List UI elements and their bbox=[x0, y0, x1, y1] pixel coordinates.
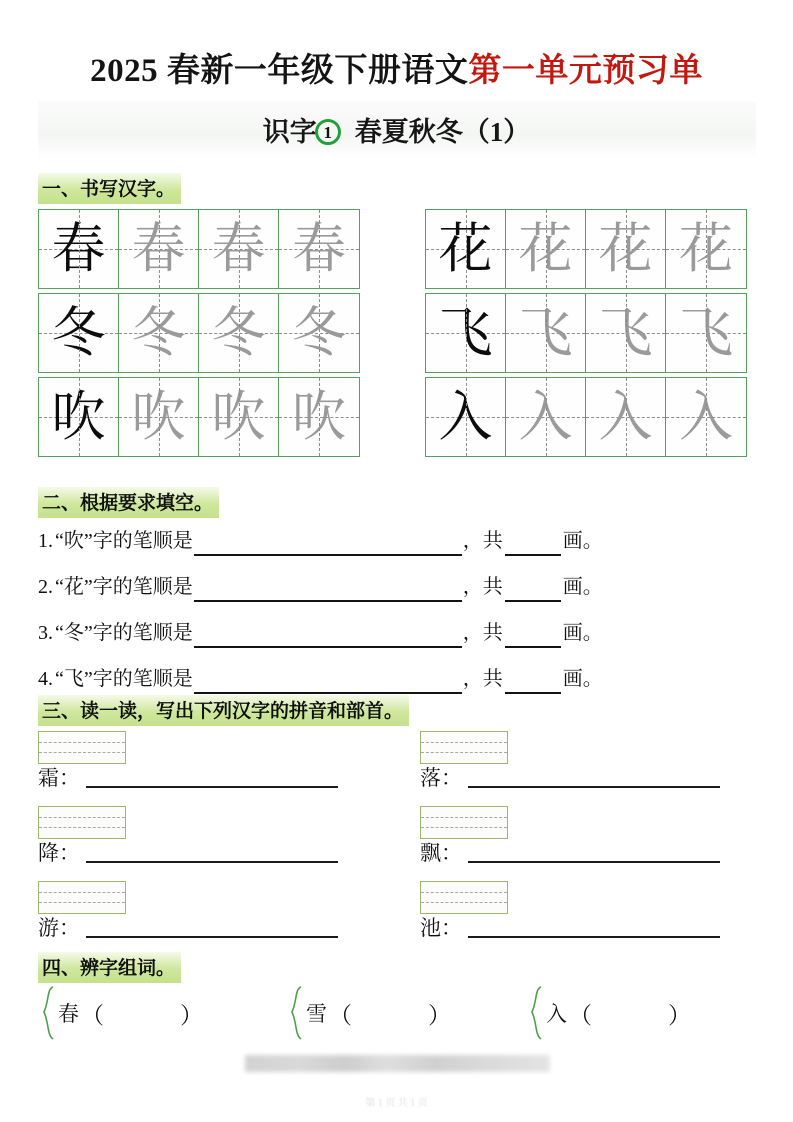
writing-cell[interactable] bbox=[426, 378, 506, 456]
fill-blank-index: 2. bbox=[38, 576, 53, 598]
writing-cell[interactable] bbox=[119, 378, 199, 456]
writing-cell[interactable] bbox=[279, 210, 359, 288]
word-building-char: 入 bbox=[546, 1002, 567, 1026]
writing-grid-row bbox=[425, 209, 747, 289]
writing-cell-char: 飞 bbox=[438, 301, 493, 364]
writing-cell[interactable] bbox=[426, 210, 506, 288]
writing-grid-row bbox=[425, 377, 747, 457]
curly-brace-icon bbox=[528, 985, 544, 1041]
pinyin-box[interactable] bbox=[38, 731, 126, 764]
word-building-open-paren: （ bbox=[329, 1002, 352, 1028]
writing-cell-char: 飞 bbox=[598, 301, 653, 364]
word-building-close-paren: ） bbox=[428, 1002, 451, 1028]
writing-cell-char: 冬 bbox=[51, 301, 106, 364]
page-title-black: 2025 春新一年级下册语文 bbox=[90, 53, 469, 89]
radical-input[interactable] bbox=[468, 936, 720, 938]
writing-cell[interactable] bbox=[39, 294, 119, 372]
writing-cell-char: 春 bbox=[211, 217, 266, 280]
writing-cell-char: 飞 bbox=[518, 301, 573, 364]
fill-blank-index: 1. bbox=[38, 530, 53, 552]
word-building-close-paren: ） bbox=[180, 1002, 203, 1028]
writing-grid-row bbox=[38, 377, 360, 457]
writing-cell-char: 冬 bbox=[131, 301, 186, 364]
pinyin-box[interactable] bbox=[420, 881, 508, 914]
writing-cell[interactable] bbox=[586, 378, 666, 456]
stroke-count-input[interactable] bbox=[505, 628, 561, 648]
circled-number-icon bbox=[315, 119, 341, 145]
writing-cell-char: 入 bbox=[679, 385, 733, 448]
writing-cell[interactable] bbox=[666, 210, 746, 288]
writing-cell[interactable] bbox=[39, 210, 119, 288]
pinyin-item-char: 池： bbox=[420, 916, 462, 940]
writing-cell-char: 入 bbox=[598, 385, 653, 448]
writing-cell-char: 吹 bbox=[211, 385, 266, 448]
stroke-order-input[interactable] bbox=[194, 628, 462, 648]
fill-blank-mid: ，共 bbox=[462, 576, 503, 598]
pinyin-item-char: 降： bbox=[38, 841, 80, 865]
writing-cell-char: 飞 bbox=[679, 301, 733, 364]
writing-cell[interactable] bbox=[586, 210, 666, 288]
fill-blank-suffix: 画。 bbox=[562, 530, 603, 552]
writing-cell-char: 吹 bbox=[131, 385, 186, 448]
fill-blank-mid: ，共 bbox=[462, 622, 503, 644]
word-building-char: 春 bbox=[58, 1002, 79, 1026]
writing-cell[interactable] bbox=[119, 210, 199, 288]
redacted-watermark-bar bbox=[245, 1055, 550, 1072]
word-building-group bbox=[40, 985, 203, 1041]
pinyin-box[interactable] bbox=[420, 806, 508, 839]
word-building-close-paren: ） bbox=[668, 1002, 691, 1028]
writing-cell-char: 春 bbox=[292, 217, 346, 280]
writing-cell-char: 春 bbox=[51, 217, 106, 280]
word-building-group bbox=[288, 985, 451, 1041]
section-heading-1: 一、书写汉字。 bbox=[38, 173, 181, 204]
fill-blank-suffix: 画。 bbox=[562, 622, 603, 644]
fill-blank-prefix: “冬”字的笔顺是 bbox=[55, 622, 193, 644]
radical-input[interactable] bbox=[86, 786, 338, 788]
pinyin-item bbox=[420, 806, 720, 866]
page-title bbox=[0, 44, 793, 91]
pinyin-item bbox=[420, 731, 720, 791]
fill-blank-prefix: “吹”字的笔顺是 bbox=[55, 530, 193, 552]
fill-blank-row bbox=[38, 570, 754, 599]
pinyin-item bbox=[420, 881, 720, 941]
word-building-char: 雪 bbox=[306, 1002, 327, 1026]
writing-grid-right bbox=[425, 209, 747, 461]
writing-cell-char: 入 bbox=[518, 385, 573, 448]
pinyin-item-char: 飘： bbox=[420, 841, 462, 865]
writing-cell-char: 冬 bbox=[211, 301, 266, 364]
writing-cell-char: 入 bbox=[438, 385, 493, 448]
writing-grid-row bbox=[425, 293, 747, 373]
subtitle-prefix: 识字 bbox=[262, 117, 317, 147]
writing-cell-char: 吹 bbox=[51, 385, 106, 448]
pinyin-item-char: 霜： bbox=[38, 766, 80, 790]
writing-grid-left bbox=[38, 209, 360, 461]
radical-input[interactable] bbox=[86, 936, 338, 938]
stroke-count-input[interactable] bbox=[505, 536, 561, 556]
writing-cell-char: 冬 bbox=[292, 301, 346, 364]
writing-cell[interactable] bbox=[279, 378, 359, 456]
pinyin-box[interactable] bbox=[38, 881, 126, 914]
writing-grid-row bbox=[38, 209, 360, 289]
pinyin-box[interactable] bbox=[38, 806, 126, 839]
writing-cell[interactable] bbox=[506, 294, 586, 372]
subtitle-suffix: 春夏秋冬（1） bbox=[354, 117, 531, 147]
fill-blank-mid: ，共 bbox=[462, 668, 503, 690]
section-heading-4: 四、辨字组词。 bbox=[38, 952, 181, 983]
curly-brace-icon bbox=[40, 985, 56, 1041]
writing-cell[interactable] bbox=[279, 294, 359, 372]
stroke-order-input[interactable] bbox=[194, 536, 462, 556]
writing-cell[interactable] bbox=[199, 210, 279, 288]
writing-cell[interactable] bbox=[199, 294, 279, 372]
pinyin-item-char: 游： bbox=[38, 916, 80, 940]
circled-number-value: 1 bbox=[323, 122, 332, 142]
stroke-order-input[interactable] bbox=[194, 674, 462, 694]
writing-cell[interactable] bbox=[199, 378, 279, 456]
fill-blank-index: 4. bbox=[38, 668, 53, 690]
section-heading-3: 三、读一读，写出下列汉字的拼音和部首。 bbox=[38, 695, 409, 726]
stroke-count-input[interactable] bbox=[505, 582, 561, 602]
word-building-group bbox=[528, 985, 691, 1041]
pinyin-box[interactable] bbox=[420, 731, 508, 764]
radical-input[interactable] bbox=[468, 861, 720, 863]
writing-cell-char: 花 bbox=[598, 217, 653, 280]
pinyin-item bbox=[38, 731, 338, 791]
writing-cell[interactable] bbox=[426, 294, 506, 372]
radical-input[interactable] bbox=[86, 861, 338, 863]
pinyin-item bbox=[38, 881, 338, 941]
stroke-count-input[interactable] bbox=[505, 674, 561, 694]
page-footer-text: 第 1 页 共 1 页 bbox=[365, 1098, 428, 1109]
fill-blank-prefix: “花”字的笔顺是 bbox=[55, 576, 193, 598]
word-building-open-paren: （ bbox=[81, 1002, 104, 1028]
writing-cell-char: 春 bbox=[131, 217, 186, 280]
writing-grid-row bbox=[38, 293, 360, 373]
writing-cell[interactable] bbox=[666, 378, 746, 456]
fill-blank-row bbox=[38, 662, 754, 691]
writing-cell[interactable] bbox=[119, 294, 199, 372]
writing-cell-char: 花 bbox=[518, 217, 573, 280]
stroke-order-input[interactable] bbox=[194, 582, 462, 602]
writing-cell-char: 吹 bbox=[292, 385, 346, 448]
curly-brace-icon bbox=[288, 985, 304, 1041]
pinyin-item bbox=[38, 806, 338, 866]
fill-blank-row bbox=[38, 524, 754, 553]
writing-cell[interactable] bbox=[506, 210, 586, 288]
page-title-red: 第一单元预习单 bbox=[468, 53, 703, 89]
page-subtitle bbox=[0, 110, 793, 149]
fill-blank-suffix: 画。 bbox=[562, 668, 603, 690]
word-building-open-paren: （ bbox=[569, 1002, 592, 1028]
fill-blank-row bbox=[38, 616, 754, 645]
writing-cell-char: 花 bbox=[438, 217, 493, 280]
writing-cell[interactable] bbox=[586, 294, 666, 372]
fill-blank-index: 3. bbox=[38, 622, 53, 644]
writing-cell[interactable] bbox=[666, 294, 746, 372]
writing-cell[interactable] bbox=[506, 378, 586, 456]
writing-cell-char: 花 bbox=[679, 217, 733, 280]
fill-blank-prefix: “飞”字的笔顺是 bbox=[55, 668, 193, 690]
pinyin-item-char: 落： bbox=[420, 766, 462, 790]
fill-blank-mid: ，共 bbox=[462, 530, 503, 552]
fill-blank-suffix: 画。 bbox=[562, 576, 603, 598]
section-heading-2: 二、根据要求填空。 bbox=[38, 487, 219, 518]
writing-cell[interactable] bbox=[39, 378, 119, 456]
radical-input[interactable] bbox=[468, 786, 720, 788]
